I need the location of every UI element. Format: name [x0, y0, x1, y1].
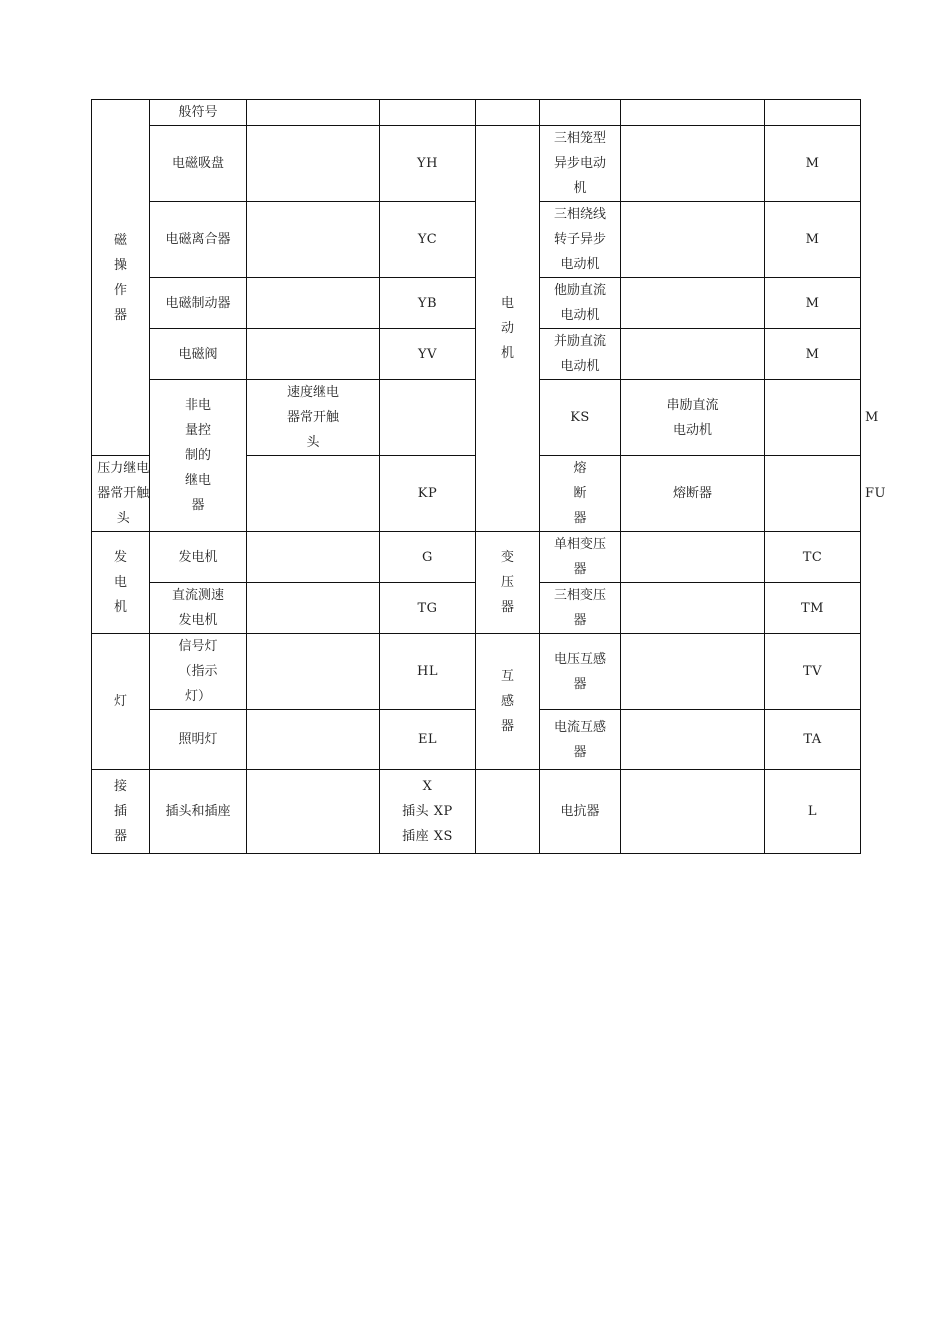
item-name: 信号灯（指示灯） [150, 634, 247, 710]
category-cell: 电动机 [476, 126, 540, 532]
category-cell [476, 100, 540, 126]
symbol-cell [247, 100, 380, 126]
code-cell: TG [380, 583, 476, 634]
code-cell: TC [765, 532, 861, 583]
category-cell: 熔断器 [540, 456, 621, 532]
symbol-cell [247, 456, 380, 532]
symbol-cell [247, 329, 380, 380]
symbol-cell [247, 583, 380, 634]
symbol-cell [247, 202, 380, 278]
table-row [92, 532, 861, 583]
code-cell [765, 100, 861, 126]
item-name: 电磁阀 [150, 329, 247, 380]
code-cell: YH [380, 126, 476, 202]
symbol-cell [247, 770, 380, 854]
item-name: 电磁吸盘 [150, 126, 247, 202]
item-name: 速度继电器常开触头 [247, 380, 380, 456]
symbol-cell [621, 634, 765, 710]
symbol-cell [380, 380, 476, 456]
code-cell: KS [540, 380, 621, 456]
symbol-cell [765, 456, 861, 532]
item-name: 发电机 [150, 532, 247, 583]
code-cell: HL [380, 634, 476, 710]
code-cell: TA [765, 710, 861, 770]
symbol-cell [621, 202, 765, 278]
item-name: 般符号 [150, 100, 247, 126]
item-name: 电磁制动器 [150, 278, 247, 329]
item-name: 电磁离合器 [150, 202, 247, 278]
code-cell [380, 100, 476, 126]
item-name: 插头和插座 [150, 770, 247, 854]
category-cell: 磁操作器 [92, 100, 150, 456]
symbol-cell [247, 634, 380, 710]
item-name: 电压互感器 [540, 634, 621, 710]
symbol-cell [765, 380, 861, 456]
category-cell: 灯 [92, 634, 150, 770]
item-name: 单相变压器 [540, 532, 621, 583]
table-row [92, 770, 861, 854]
category-cell: 发电机 [92, 532, 150, 634]
code-cell: G [380, 532, 476, 583]
code-cell: YC [380, 202, 476, 278]
symbol-cell [621, 329, 765, 380]
table-row [92, 126, 861, 202]
code-cell: TM [765, 583, 861, 634]
code-cell: M [765, 278, 861, 329]
item-name: 三相变压器 [540, 583, 621, 634]
symbol-cell [247, 278, 380, 329]
symbol-cell [621, 532, 765, 583]
symbol-cell [247, 126, 380, 202]
item-name: 串励直流电动机 [621, 380, 765, 456]
item-name: 三相笼型异步电动机 [540, 126, 621, 202]
code-cell: YV [380, 329, 476, 380]
item-name [540, 100, 621, 126]
code-cell: KP [380, 456, 476, 532]
symbol-cell [621, 278, 765, 329]
item-name: 照明灯 [150, 710, 247, 770]
code-cell: M [765, 126, 861, 202]
code-cell: M [765, 202, 861, 278]
code-cell: M [765, 329, 861, 380]
category-cell: 变压器 [476, 532, 540, 634]
item-name: 并励直流电动机 [540, 329, 621, 380]
table-row: 压力继电器常开触头 KP 熔断器 熔断器 FU [92, 456, 861, 532]
code-cell: X 插头 XP 插座 XS [380, 770, 476, 854]
item-name: 熔断器 [621, 456, 765, 532]
symbol-cell [621, 100, 765, 126]
item-name: 直流测速发电机 [150, 583, 247, 634]
symbol-cell [621, 710, 765, 770]
symbol-table [91, 99, 886, 854]
code-cell: TV [765, 634, 861, 710]
table-row [92, 100, 861, 126]
symbol-cell [621, 770, 765, 854]
symbol-cell [621, 126, 765, 202]
item-name: 电流互感器 [540, 710, 621, 770]
code-cell: YB [380, 278, 476, 329]
symbol-cell [247, 532, 380, 583]
symbol-cell [247, 710, 380, 770]
code-cell: L [765, 770, 861, 854]
category-cell: 互感器 [476, 634, 540, 770]
category-cell [476, 770, 540, 854]
table-row [92, 634, 861, 710]
category-cell: 非电量控制的继电器 [150, 380, 247, 532]
item-name: 压力继电器常开触头 [92, 456, 150, 532]
item-name: 电抗器 [540, 770, 621, 854]
table-row: 非电量控制的继电器 速度继电器常开触头 KS 串励直流电动机 M [92, 380, 861, 456]
code-cell: EL [380, 710, 476, 770]
item-name: 三相绕线转子异步电动机 [540, 202, 621, 278]
category-cell: 接插器 [92, 770, 150, 854]
symbol-cell [621, 583, 765, 634]
item-name: 他励直流电动机 [540, 278, 621, 329]
